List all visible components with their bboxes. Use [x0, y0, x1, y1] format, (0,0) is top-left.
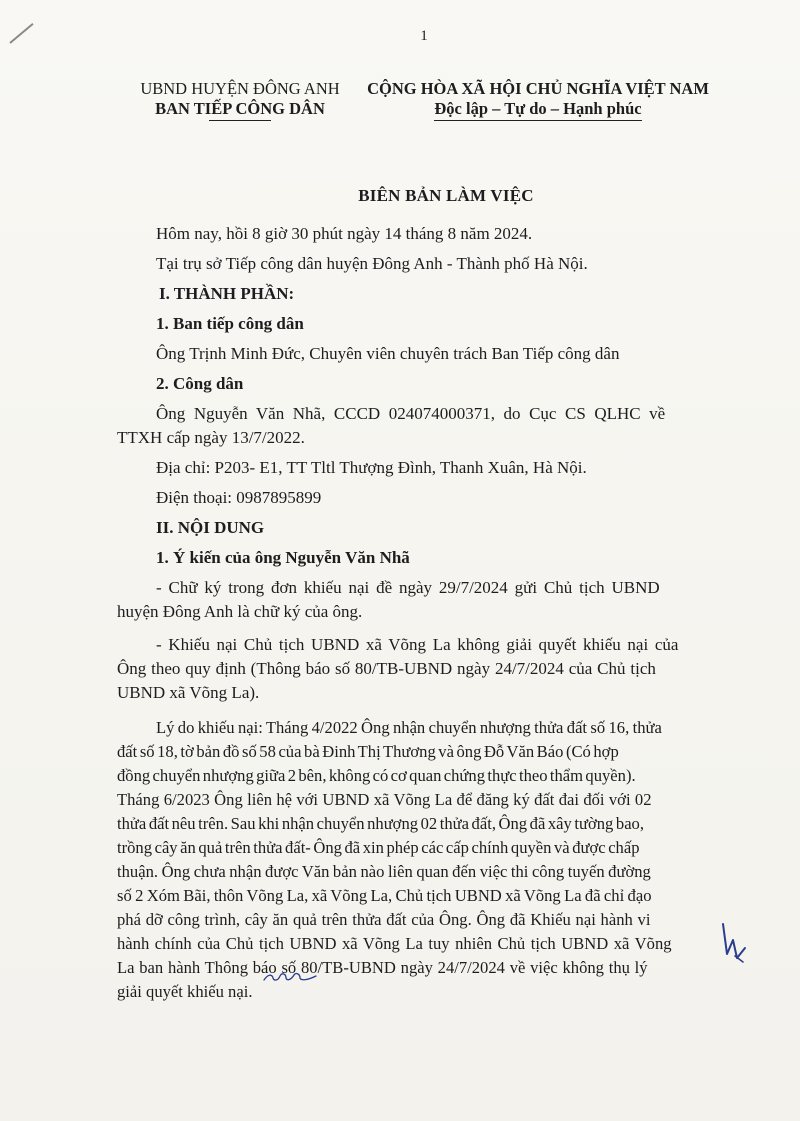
reason-line-7: thuận. Ông chưa nhận được Văn bản nào liên quan đến việc thi công tuyến đường	[117, 862, 651, 881]
meeting-place: Tại trụ sở Tiếp công dân huyện Đông Anh - Thành phố Hà Nội.	[156, 254, 588, 273]
citizen-id-line2: TTXH cấp ngày 13/7/2022.	[117, 428, 305, 447]
agency-parent: UBND HUYỆN ĐÔNG ANH	[140, 79, 340, 98]
national-motto: Độc lập – Tự do – Hạnh phúc	[434, 99, 641, 121]
point-1-line1: - Chữ ký trong đơn khiếu nại đề ngày 29/7/2024 gửi Chủ tịch UBND	[156, 578, 660, 597]
agency-underline	[209, 120, 271, 121]
section-1-heading: I. THÀNH PHẦN:	[159, 284, 295, 303]
agency-name: BAN TIẾP CÔNG DÂN	[155, 99, 325, 118]
point-2-line1: - Khiếu nại Chủ tịch UBND xã Võng La không giải quyết khiếu nại của	[156, 635, 679, 654]
margin-signature-icon	[715, 918, 755, 968]
national-motto-block	[358, 79, 718, 121]
citizen-id-line1: Ông Nguyễn Văn Nhã, CCCD 024074000371, do Cục CS QLHC về	[156, 404, 666, 423]
reason-line-1: Lý do khiếu nại: Tháng 4/2022 Ông nhận chuyển nhượng thửa đất số 16, thửa	[156, 718, 662, 737]
section-2-sub1-heading: 1. Ý kiến của ông Nguyễn Văn Nhã	[156, 548, 410, 567]
document-title: BIÊN BẢN LÀM VIỆC	[358, 186, 534, 205]
reception-officer: Ông Trịnh Minh Đức, Chuyên viên chuyên trách Ban Tiếp công dân	[156, 344, 620, 363]
reason-line-12: giải quyết khiếu nại.	[117, 982, 253, 1001]
reason-line-9: phá dỡ công trình, cây ăn quả trên thửa đất của Ông. Ông đã Khiếu nại hành vi	[117, 910, 651, 929]
page-number: 1	[420, 28, 428, 44]
reason-line-10: hành chính của Chủ tịch UBND xã Võng La tuy nhiên Chủ tịch UBND xã Võng	[117, 934, 672, 953]
point-1-line2: huyện Đông Anh là chữ ký của ông.	[117, 602, 363, 621]
initials-signature-icon	[256, 966, 336, 986]
section-1-sub2-heading: 2. Công dân	[156, 374, 244, 393]
issuing-agency-block	[120, 79, 360, 121]
reason-line-3: đồng chuyển nhượng giữa 2 bên, không có cơ quan chứng thực theo thẩm quyền).	[117, 766, 636, 785]
reason-line-2: đất số 18, tờ bản đồ số 58 của bà Đinh Thị Thương và ông Đỗ Văn Báo (Có hợp	[117, 742, 619, 761]
section-1-sub1-heading: 1. Ban tiếp công dân	[156, 314, 304, 333]
reason-line-8: số 2 Xóm Bãi, thôn Võng La, xã Võng La, Chủ tịch UBND xã Võng La đã chỉ đạo	[117, 886, 652, 905]
section-2-heading: II. NỘI DUNG	[156, 518, 265, 537]
citizen-address: Địa chỉ: P203- E1, TT Tltl Thượng Đình, Thanh Xuân, Hà Nội.	[156, 458, 587, 477]
country-name: CỘNG HÒA XÃ HỘI CHỦ NGHĨA VIỆT NAM	[367, 79, 709, 98]
reason-line-4: Tháng 6/2023 Ông liên hệ với UBND xã Võng La để đăng ký đất đai đối với 02	[117, 790, 652, 809]
reason-line-6: trồng cây ăn quả trên thửa đất- Ông đã xin phép các cấp chính quyền và được chấp	[117, 838, 640, 857]
reason-line-11: La ban hành Thông báo số 80/TB-UBND ngày 24/7/2024 về việc không thụ lý	[117, 958, 648, 977]
document-body	[117, 222, 728, 1004]
point-2-line3: UBND xã Võng La).	[117, 683, 260, 702]
reason-line-5: thửa đất nêu trên. Sau khi nhận chuyển nhượng 02 thửa đất, Ông đã xây tường bao,	[117, 814, 645, 833]
meeting-time: Hôm nay, hồi 8 giờ 30 phút ngày 14 tháng 8 năm 2024.	[156, 224, 533, 243]
point-2-line2: Ông theo quy định (Thông báo số 80/TB-UBND ngày 24/7/2024 của Chủ tịch	[117, 659, 656, 678]
citizen-phone: Điện thoại: 0987895899	[156, 488, 322, 507]
